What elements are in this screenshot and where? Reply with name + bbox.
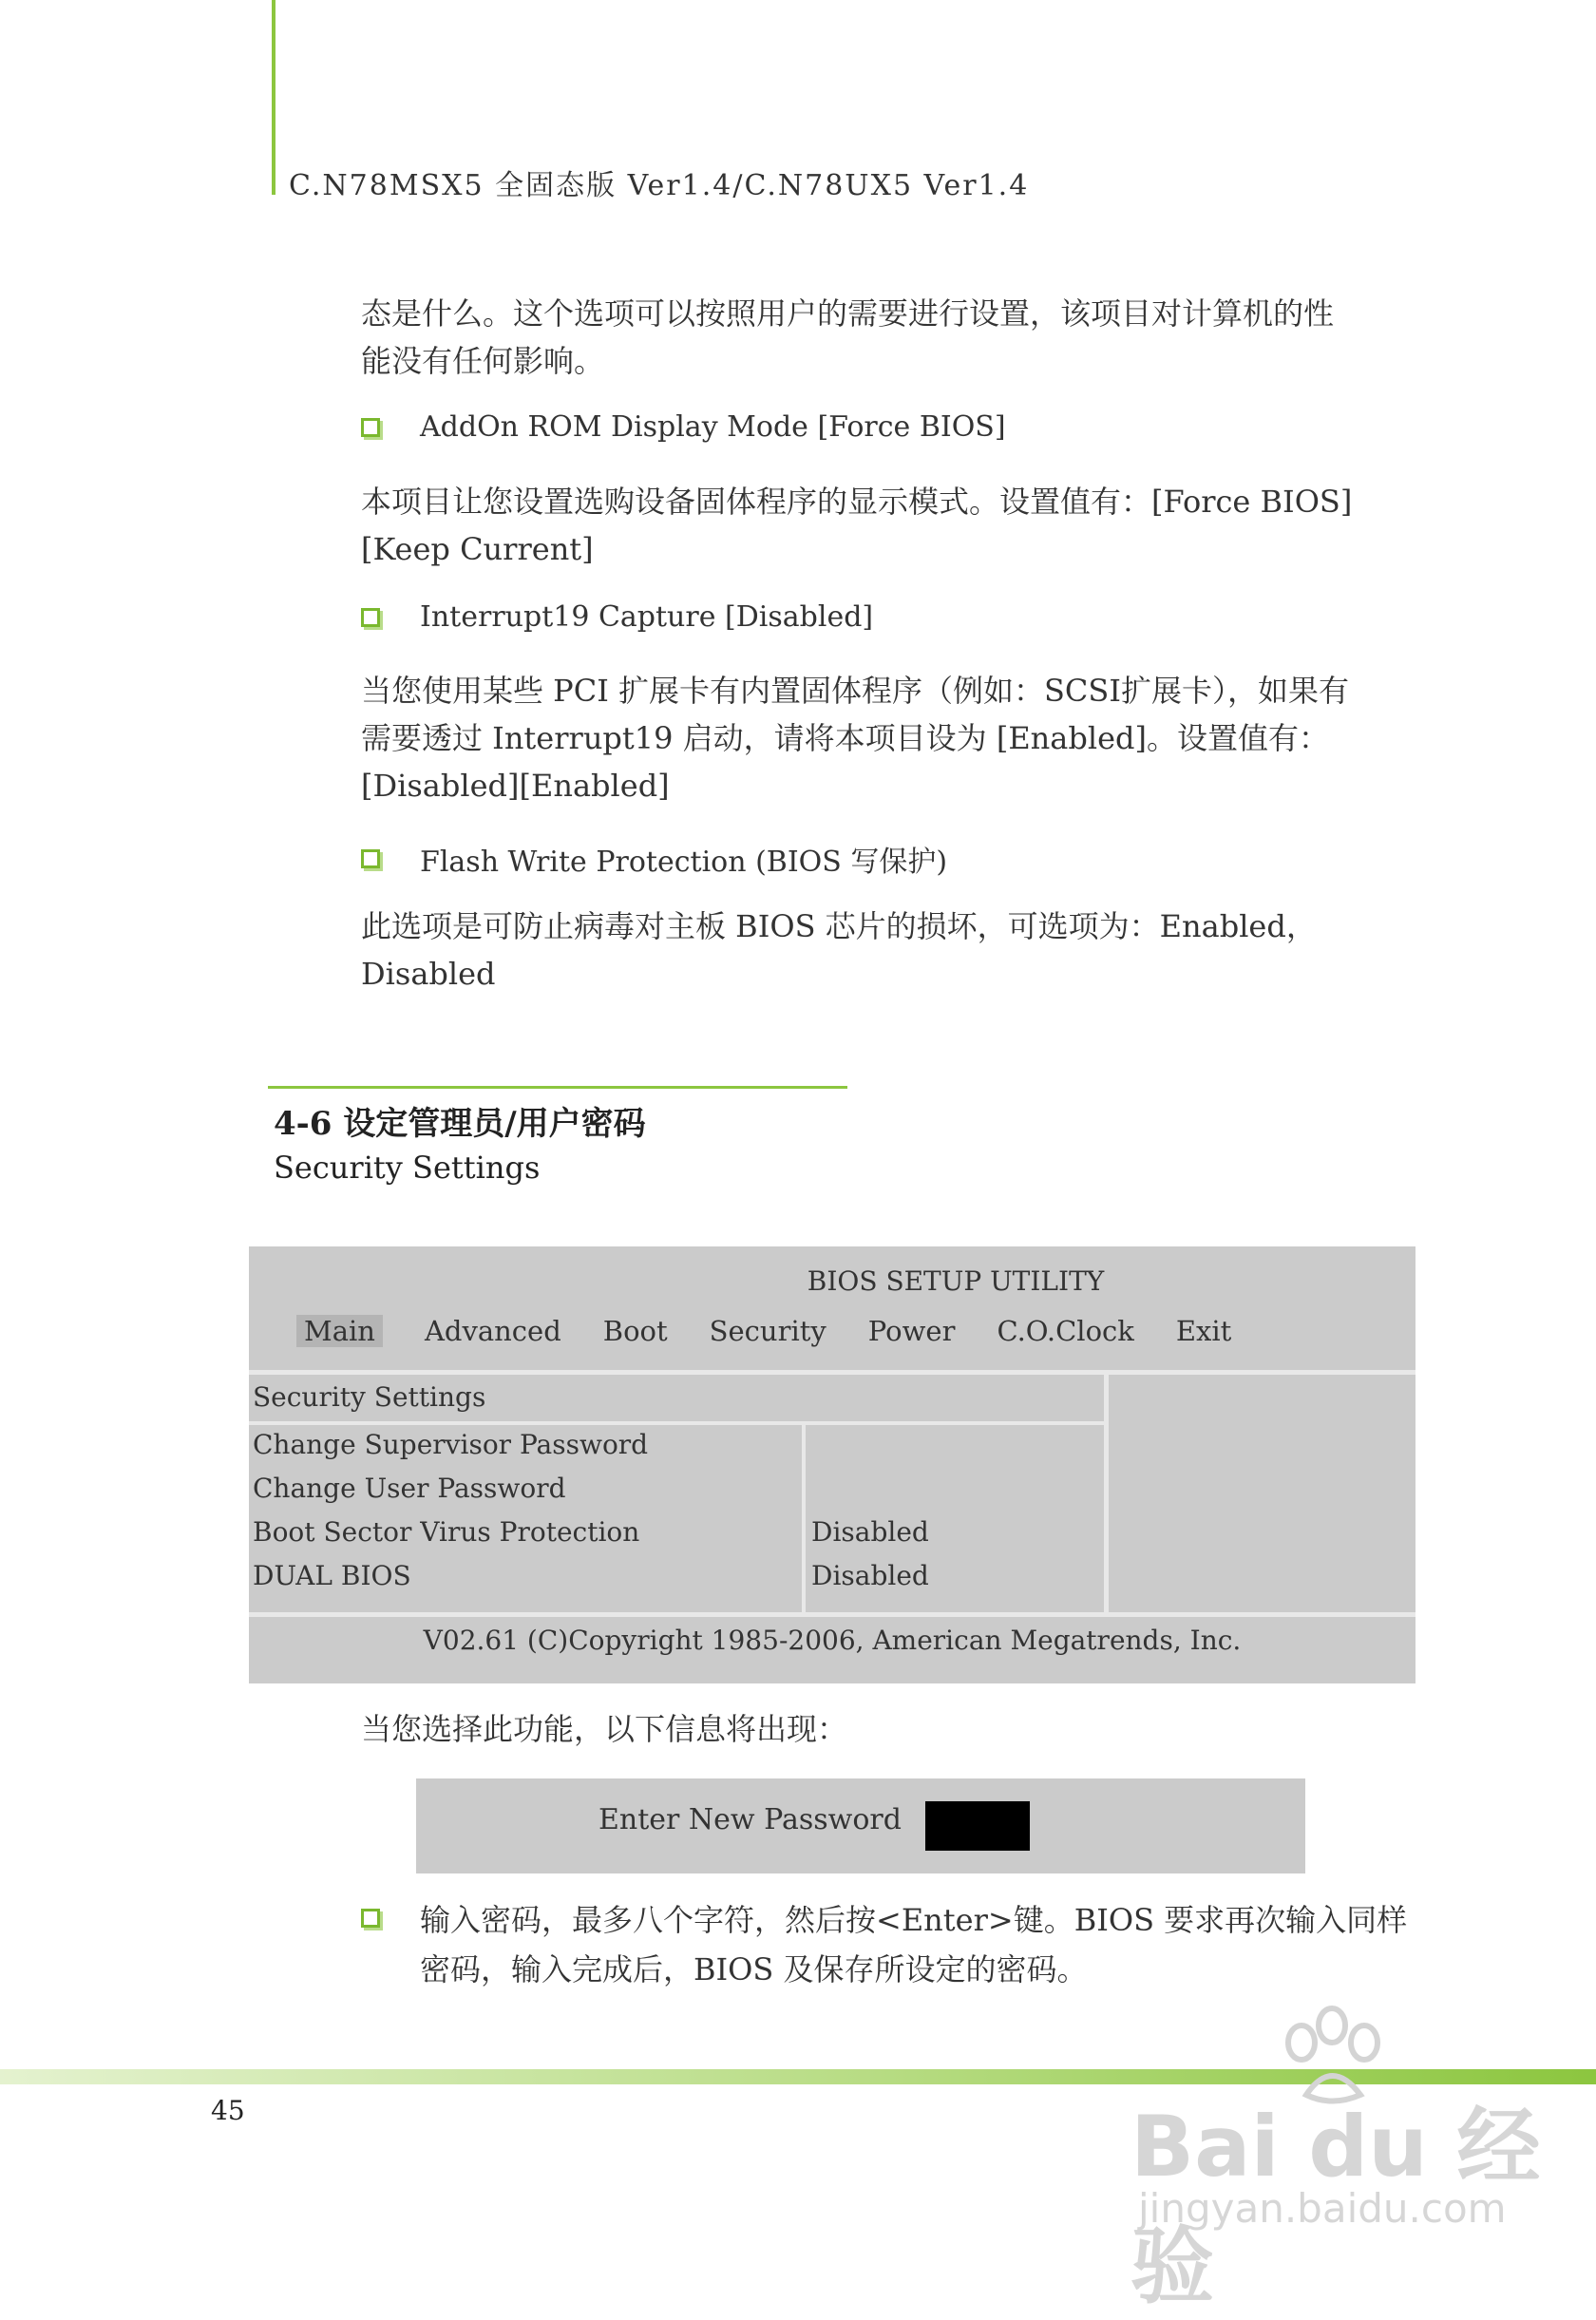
option-item-addon-rom [361, 410, 1006, 444]
section-subtitle: Security Settings [274, 1150, 541, 1186]
bios-menu-advanced[interactable]: Advanced [424, 1315, 561, 1347]
paragraph-intro [361, 290, 1406, 385]
final-note [361, 1895, 1408, 1994]
paragraph-line: 当您使用某些 PCI 扩展卡有内置固体程序（例如：SCSI扩展卡），如果有 [361, 673, 1349, 709]
bios-value-boot-sector-virus-protection[interactable]: Disabled [811, 1516, 929, 1548]
section-divider [268, 1086, 847, 1089]
bios-menu-security[interactable]: Security [709, 1315, 826, 1347]
bios-divider [802, 1425, 806, 1612]
paragraph-line: 需要透过 Interrupt19 启动，请将本项目设为 [Enabled]。设置值有： [361, 720, 1329, 756]
bios-title: BIOS SETUP UTILITY [807, 1265, 1105, 1297]
checkbox-bullet-icon [361, 608, 380, 627]
bios-menu-exit[interactable]: Exit [1175, 1315, 1232, 1347]
paragraph-interrupt19 [361, 667, 1406, 809]
paragraph-line: 此选项是可防止病毒对主板 BIOS 芯片的损坏，可选项为：Enabled， [361, 908, 1317, 944]
paragraph-after-bios: 当您选择此功能，以下信息将出现： [361, 1711, 848, 1747]
option-item-flash-write [361, 838, 947, 880]
page-number: 45 [211, 2095, 245, 2126]
paragraph-line: 输入密码，最多八个字符，然后按<Enter>键。BIOS 要求再次输入同样 [420, 1902, 1408, 1938]
header-title: C.N78MSX5 全固态版 Ver1.4/C.N78UX5 Ver1.4 [289, 169, 1030, 202]
option-item-label: Interrupt19 Capture [Disabled] [420, 600, 874, 634]
bios-divider [249, 1370, 1416, 1375]
checkbox-bullet-icon [361, 849, 380, 868]
checkbox-bullet-icon [361, 1909, 380, 1928]
final-note-text [420, 1895, 1408, 1994]
paragraph-line: Disabled [361, 956, 496, 992]
paragraph-line: 态是什么。这个选项可以按照用户的需要进行设置，该项目对计算机的性 [361, 295, 1335, 332]
bios-menu-bar [296, 1315, 1273, 1347]
bios-option-change-supervisor-password[interactable]: Change Supervisor Password [253, 1429, 649, 1460]
option-item-interrupt19 [361, 600, 873, 634]
bios-copyright-footer: V02.61 (C)Copyright 1985-2006, American Megatrends, Inc. [423, 1625, 1242, 1656]
paragraph-line: [Disabled][Enabled] [361, 768, 670, 804]
paragraph-line: 本项目让您设置选购设备固体程序的显示模式。设置值有：[Force BIOS] [361, 484, 1353, 520]
bios-divider [1104, 1375, 1109, 1612]
bios-setup-panel [249, 1246, 1416, 1683]
bios-panel-title: Security Settings [253, 1381, 486, 1413]
bios-menu-power[interactable]: Power [867, 1315, 956, 1347]
password-prompt-label: Enter New Password [598, 1803, 902, 1836]
checkbox-bullet-icon [361, 418, 380, 437]
paragraph-line: 密码，输入完成后，BIOS 及保存所设定的密码。 [420, 1951, 1088, 1987]
bios-divider [249, 1612, 1416, 1617]
option-item-label: Flash Write Protection (BIOS 写保护) [420, 846, 948, 879]
bios-option-change-user-password[interactable]: Change User Password [253, 1473, 566, 1504]
paragraph-flash-write [361, 903, 1406, 998]
baidu-watermark [1130, 2005, 1568, 2315]
paragraph-addon-rom [361, 478, 1406, 573]
bios-value-dual-bios[interactable]: Disabled [811, 1560, 929, 1591]
bios-option-boot-sector-virus-protection[interactable]: Boot Sector Virus Protection [253, 1516, 640, 1548]
password-prompt-box [416, 1778, 1305, 1873]
bios-menu-coclock[interactable]: C.O.Clock [997, 1315, 1134, 1347]
bios-divider [249, 1421, 1104, 1425]
section-title: 4-6 设定管理员/用户密码 [274, 1105, 646, 1143]
bios-menu-main[interactable]: Main [296, 1315, 383, 1347]
watermark-url: jingyan.baidu.com [1138, 2185, 1507, 2232]
option-item-label: AddOn ROM Display Mode [Force BIOS] [420, 410, 1006, 444]
bios-option-dual-bios[interactable]: DUAL BIOS [253, 1560, 411, 1591]
watermark-brand: Bai du 经验 [1130, 2098, 1541, 2315]
password-input-field[interactable] [925, 1801, 1030, 1851]
header-accent-line [272, 0, 276, 195]
bios-menu-boot[interactable]: Boot [602, 1315, 668, 1347]
paragraph-line: 能没有任何影响。 [361, 343, 605, 379]
paragraph-line: [Keep Current] [361, 531, 594, 567]
